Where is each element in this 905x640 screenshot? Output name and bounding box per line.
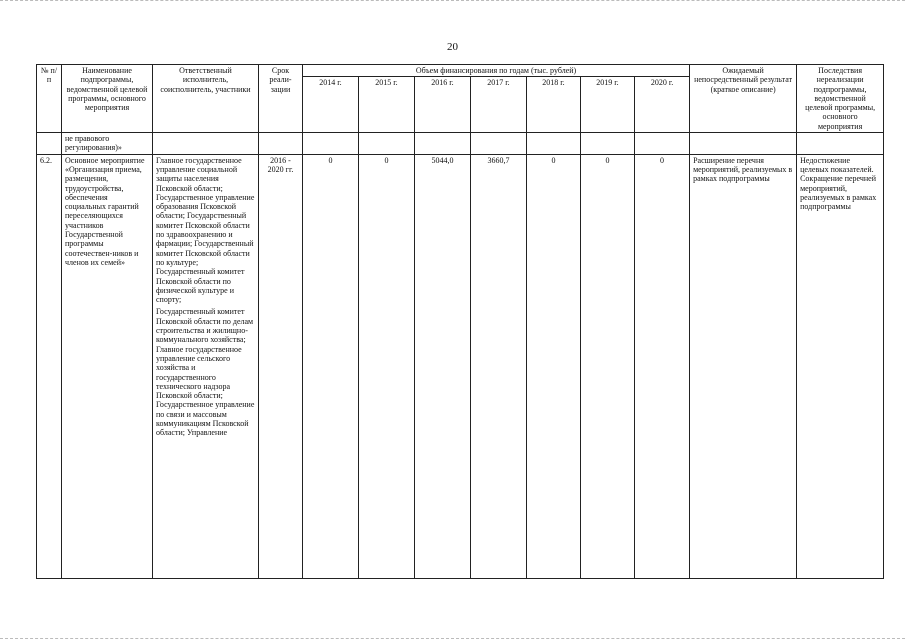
header-expected: Ожидаемый непосредственный результат (краткое описание) [690,65,797,133]
page-number: 20 [447,41,458,53]
cell-row-name: Основное мероприятие «Организация приема, размещения, трудоустройства, обеспечения социальных гарантий переселяющихся участников Государственной программы соотечествен-ников и членов их семей» [62,154,153,578]
scan-edge-top [0,0,905,2]
cell-empty [153,133,259,155]
cell-empty [37,133,62,155]
cell-row-responsible [153,154,259,578]
header-year-2018: 2018 г. [527,77,581,133]
cell-row-term: 2016 - 2020 гг. [259,154,303,578]
cell-empty [471,133,527,155]
cell-row-num: 6.2. [37,154,62,578]
header-year-2017: 2017 г. [471,77,527,133]
cell-empty [690,133,797,155]
cell-row-consequences: Недостижение целевых показателей. Сокращение перечней мероприятий, реализуемых в рамках подпрограммы [797,154,884,578]
cell-value-2015: 0 [359,154,415,578]
cell-continued-name: не правового регулирования)» [62,133,153,155]
cell-empty [259,133,303,155]
header-row-1 [37,65,884,77]
cell-row-expected: Расширение перечня мероприятий, реализуемых в рамках подпрограммы [690,154,797,578]
cell-empty [359,133,415,155]
header-term: Срок реали-зации [259,65,303,133]
header-year-2016: 2016 г. [415,77,471,133]
header-year-2020: 2020 г. [635,77,690,133]
cell-empty [527,133,581,155]
header-year-2019: 2019 г. [581,77,635,133]
program-table [36,64,884,579]
cell-value-2020: 0 [635,154,690,578]
cell-value-2016: 5044,0 [415,154,471,578]
cell-empty [581,133,635,155]
header-name: Наименование подпрограммы, ведомственной целевой программы, основного мероприятия [62,65,153,133]
cell-value-2014: 0 [303,154,359,578]
cell-value-2019: 0 [581,154,635,578]
table-row-continued [37,133,884,155]
cell-empty [415,133,471,155]
cell-empty [797,133,884,155]
responsible-part-1: Главное государственное управление социальной защиты населения Псковской области; Государственное управление образования Псковской области; Государственный комитет Псковской области по здравоохранению и фармации; Государственный комитет Псковской области по культуре; Государственный комитет Псковской области по физической культуре и спорту; [156,155,255,305]
responsible-part-2: Государственный комитет Псковской области по делам строительства и жилищно-коммунального хозяйства; Главное государственное управление сельского хозяйства и государственного технического надзора Псковской области; Государственное управление по связи и массовым коммуникациям Псковской области; Управление [156,307,255,438]
cell-empty [303,133,359,155]
cell-value-2017: 3660,7 [471,154,527,578]
table-row-6-2 [37,154,884,578]
cell-value-2018: 0 [527,154,581,578]
cell-empty [635,133,690,155]
header-consequences: Последствия нереализации подпрограммы, ведомственной целевой программы, основного мероприятия [797,65,884,133]
header-num: № п/п [37,65,62,133]
header-funding: Объем финансирования по годам (тыс. рублей) [303,65,690,77]
header-responsible: Ответственный исполнитель, соисполнитель, участники [153,65,259,133]
header-year-2015: 2015 г. [359,77,415,133]
header-year-2014: 2014 г. [303,77,359,133]
